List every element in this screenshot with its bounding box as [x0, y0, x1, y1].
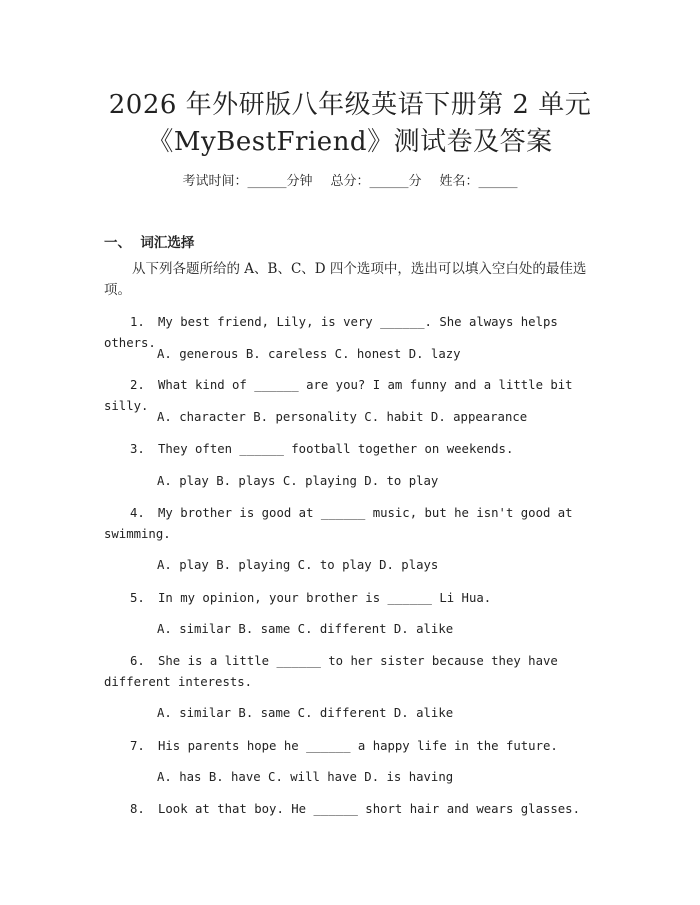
question-text: Look at that boy. He ______ short hair and wears glasses.: [158, 802, 580, 816]
question-number: 4.: [130, 506, 145, 520]
question-6: [104, 651, 604, 693]
section-heading: 一、 词汇选择: [104, 235, 195, 251]
question-3-options: A. play B. plays C. playing D. to play: [157, 474, 439, 488]
question-4-options: A. play B. playing C. to play D. plays: [157, 558, 439, 572]
question-number: 8.: [130, 802, 145, 816]
question-5-options: A. similar B. same C. different D. alike: [157, 622, 454, 636]
exam-info: [0, 170, 700, 189]
question-text: My best friend, Lily, is very ______. She always helps others.: [104, 315, 558, 350]
question-text: What kind of ______ are you? I am funny and a little bit silly.: [104, 378, 573, 413]
question-number: 1.: [130, 315, 145, 329]
question-text: They often ______ football together on weekends.: [158, 442, 514, 456]
question-text: His parents hope he ______ a happy life in the future.: [158, 739, 558, 753]
question-1-options: A. generous B. careless C. honest D. lazy: [157, 347, 461, 361]
section-instruction: 从下列各题所给的 A、B、C、D 四个选项中，选出可以填入空白处的最佳选项。: [104, 261, 587, 298]
question-8: [104, 799, 604, 820]
question-number: 3.: [130, 442, 145, 456]
question-7: [104, 736, 604, 757]
document-title-line-2: 《MyBestFriend》测试卷及答案: [147, 127, 553, 157]
exam-name: 姓名：______: [439, 174, 518, 189]
question-7-options: A. has B. have C. will have D. is having: [157, 770, 454, 784]
question-2-options: A. character B. personality C. habit D. appearance: [157, 410, 528, 424]
exam-score: 总分：______分: [330, 174, 422, 189]
question-3: [104, 439, 604, 460]
question-text: My brother is good at ______ music, but he isn't good at swimming.: [104, 506, 573, 541]
question-number: 2.: [130, 378, 145, 392]
question-text: She is a little ______ to her sister because they have different interests.: [104, 654, 558, 689]
question-number: 5.: [130, 591, 145, 605]
question-5: [104, 588, 604, 609]
question-6-options: A. similar B. same C. different D. alike: [157, 706, 454, 720]
exam-time: 考试时间：______分钟: [182, 174, 313, 189]
question-text: In my opinion, your brother is ______ Li Hua.: [158, 591, 492, 605]
question-4: [104, 503, 604, 545]
document-title-line-1: 2026 年外研版八年级英语下册第 2 单元: [108, 90, 592, 120]
question-number: 6.: [130, 654, 145, 668]
question-number: 7.: [130, 739, 145, 753]
